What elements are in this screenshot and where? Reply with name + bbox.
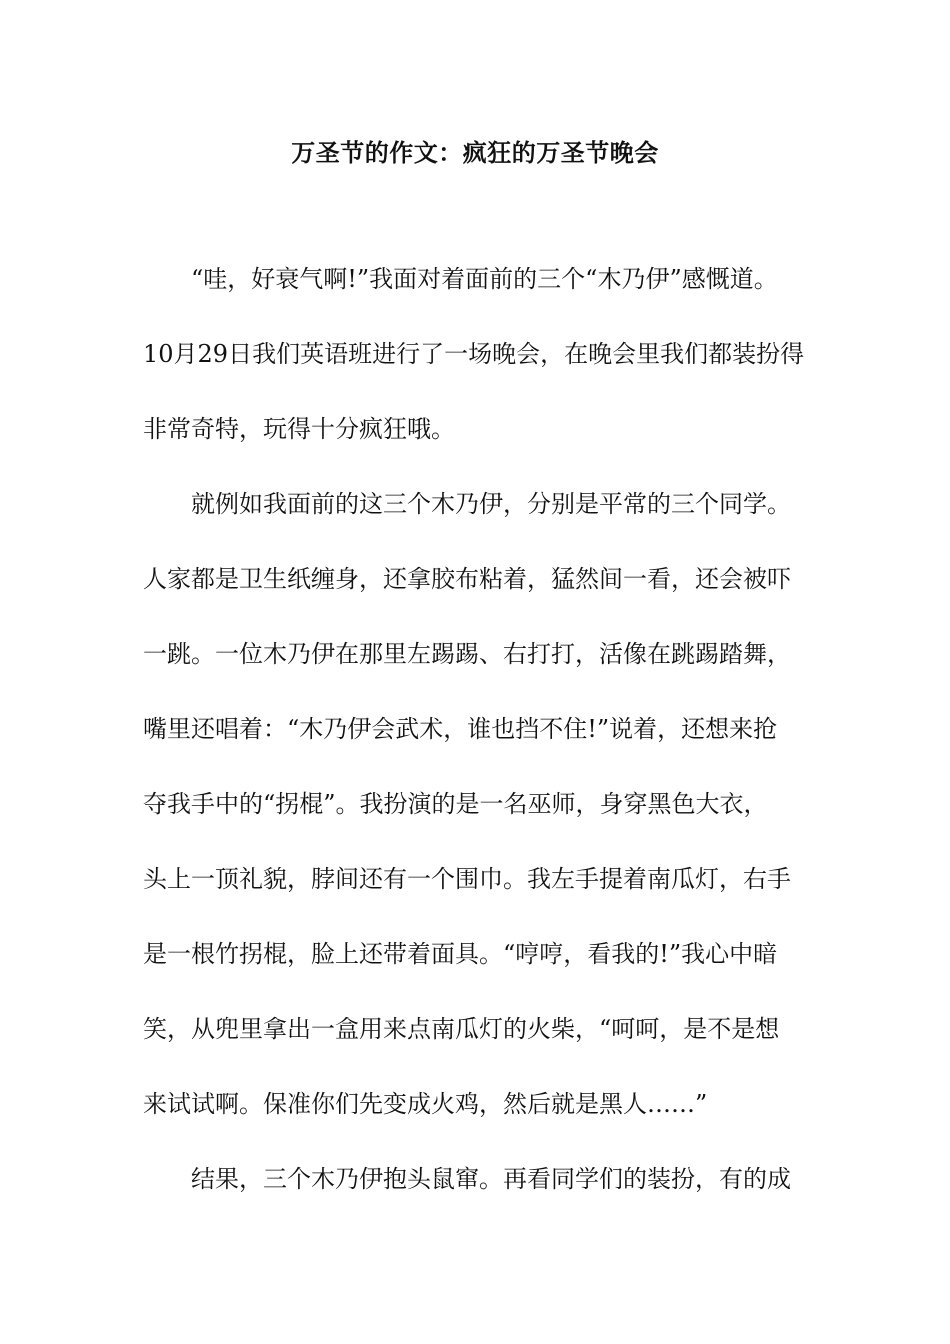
paragraph-line: 非常奇特，玩得十分疯狂哦。	[143, 415, 455, 443]
paragraph-line: “哇，好衰气啊!”我面对着面前的三个“木乃伊”感慨道。	[191, 265, 778, 293]
paragraph-line: 结果，三个木乃伊抱头鼠窜。再看同学们的装扮，有的成	[191, 1165, 791, 1193]
paragraph-line: 来试试啊。保准你们先变成火鸡，然后就是黑人……”	[143, 1090, 708, 1118]
paragraph-line: 就例如我面前的这三个木乃伊，分别是平常的三个同学。	[191, 490, 791, 518]
document-title: 万圣节的作文：疯狂的万圣节晚会	[291, 139, 659, 167]
paragraph-line: 笑，从兜里拿出一盒用来点南瓜灯的火柴，“呵呵，是不是想	[143, 1015, 780, 1043]
paragraph-line: 10月29日我们英语班进行了一场晚会，在晚会里我们都装扮得	[143, 340, 805, 368]
paragraph-line: 嘴里还唱着：“木乃伊会武术，谁也挡不住!”说着，还想来抢	[143, 715, 778, 743]
paragraph-line: 人家都是卫生纸缠身，还拿胶布粘着，猛然间一看，还会被吓	[143, 565, 791, 593]
paragraph-line: 是一根竹拐棍，脸上还带着面具。“哼哼，看我的!”我心中暗	[143, 940, 778, 968]
paragraph-line: 夺我手中的“拐棍”。我扮演的是一名巫师，身穿黑色大衣，	[143, 790, 768, 818]
paragraph-line: 一跳。一位木乃伊在那里左踢踢、右打打，活像在跳踢踏舞，	[143, 640, 791, 668]
paragraph-line: 头上一顶礼貌，脖间还有一个围巾。我左手提着南瓜灯，右手	[143, 865, 791, 893]
